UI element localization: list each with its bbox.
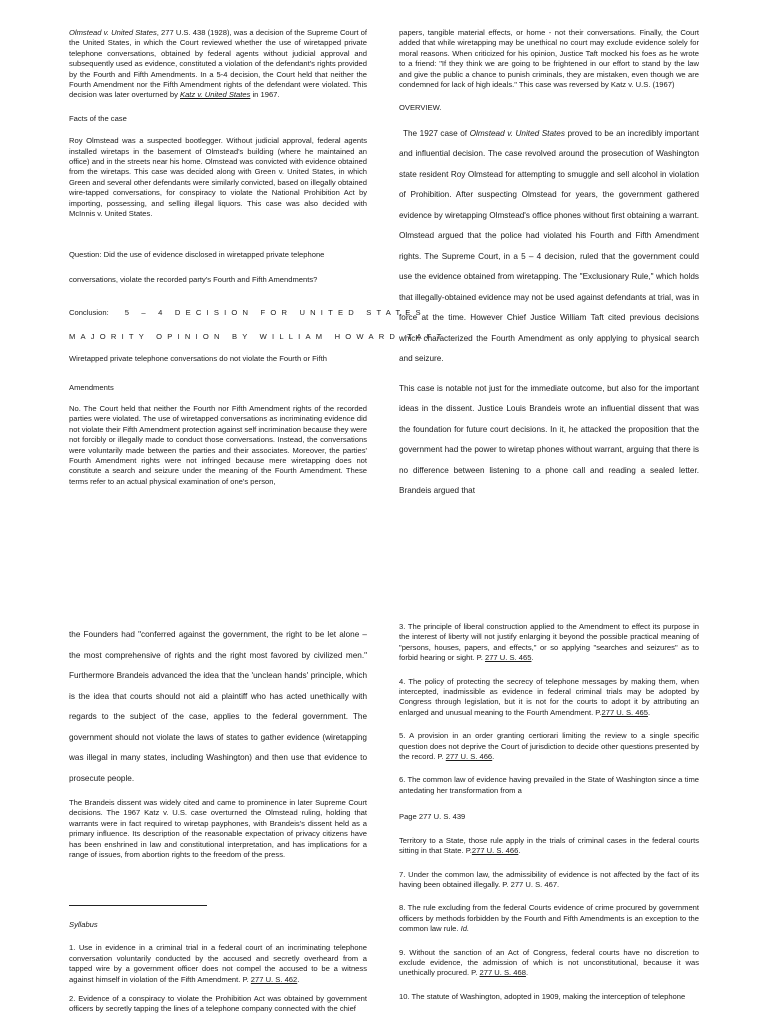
founders-paragraph: the Founders had "conferred against the government, the right to be let alone – the most comprehensive of rights and the right most favored by civilized men." Furthermore Brandeis advanced the idea that the 'unclean hands' principle, which is the idea that courts should not aid a plaintiff who has acted unethically with regards to the subject of the case, applies to the federal government. The government should not violate the laws of states to gather evidence (wiretapping was illegal in many states, including Washington) and then use that evidence to prosecute people.	[69, 630, 367, 783]
conclusion-line	[69, 308, 426, 318]
citation-link[interactable]: 277 U. S. 465	[601, 707, 648, 717]
syllabus-item-8	[399, 903, 699, 934]
overview-case-name: Olmstead v. United States	[469, 128, 565, 138]
syllabus-item-9-text: 9. Without the sanction of an Act of Congress, federal courts have no discretion to exclude evidence, the admission of which is not unconstitutional, because it was unethically procured. P.	[399, 947, 699, 978]
syllabus-item-9-end: .	[525, 968, 529, 978]
conclusion-label: Conclusion:	[69, 308, 109, 318]
citation-link[interactable]: 277 U. S. 465	[484, 653, 532, 663]
territory-text: Territory to a State, those rule apply in the trials of criminal cases in the federal courts sitting in that State. P.	[399, 835, 699, 856]
question-line-1: Question: Did the use of evidence disclosed in wiretapped private telephone	[69, 249, 325, 259]
page2-left-column	[69, 625, 367, 860]
page1-right-column	[399, 28, 699, 502]
syllabus-item-6: 6. The common law of evidence having prevailed in the State of Washington since a time antedating her transformation from a	[399, 775, 699, 795]
syllabus-item-1-end: .	[297, 974, 300, 984]
majority-opinion-line: MAJORITY OPINION BY WILLIAM HOWARD TAFT	[69, 331, 447, 341]
syllabus-item-4	[399, 677, 699, 719]
facts-paragraph: Roy Olmstead was a suspected bootlegger. Without judicial approval, federal agents installed wiretaps in the basement of Olmstead's building (where he maintained an office) and in the streets near his home. Olmstead was convicted with evidence obtained from the wiretaps. This case was decided along with Green v. United States, in which Green and several other defendants were similarly convicted, based on illegally obtained wire-tapped conversations, for conspiracy to violate the National Prohibition Act by importing, possessing, and selling illegal liquors. This case was also decided with McInnis v. United States.	[69, 136, 367, 219]
syllabus-item-5	[399, 731, 699, 762]
intro-text: , 277 U.S. 438 (1928), was a decision of the Supreme Court of the United States, in which the Court reviewed whether the use of wiretapped private telephone conversations, obtained by federal agents without judicial approval and subsequently used as evidence, constituted a violation of the defendant's rights provided by the Fourth and Fifth Amendments. In a 5-4 decision, the Court held that neither the Fourth Amendment nor the Fifth Amendment rights of the defendant were violated. This decision was later overturned by	[69, 28, 367, 100]
syllabus-item-7: 7. Under the common law, the admissibility of evidence is not affected by the fact of its having been obtained illegally. P. 277 U. S. 467.	[399, 869, 699, 889]
syllabus-item-3-end: .	[531, 653, 534, 663]
syllabus-item-1	[69, 943, 367, 985]
syllabus-item-3	[399, 622, 699, 664]
syllabus-item-1-text: 1. Use in evidence in a criminal trial in a federal court of an incriminating telephone conversation voluntarily conducted by the accused and secretly overheard from a tapped wire by a government officer does not compel the accused to be a witness against himself in violation of the Fifth Amendment. P.	[69, 943, 367, 984]
id-reference: Id.	[460, 924, 470, 934]
overview-text: proved to be an incredibly important and influential decision. The case revolved around the prosecution of Washington state resident Roy Olmstead for attempting to smuggle and sell alcohol in violation of Prohibition. After suspecting Olmstead for years, the government gathered evidence by wiretapping Olmstead's office phones without first obtaining a warrant. Olmstead argued that the police had violated his Fourth and Fifth Amendment rights. The Supreme Court, in a 5 – 4 decision, ruled that the government could use the evidence obtained from wiretapping. The "Exclusionary Rule," which holds that illegally-obtained evidence may not be used against defendants at trial, was in force at the time. However Chief Justice William Taft cited previous decisions which characterized the Fourth Amendment as only applying to physical search and seizure.	[399, 128, 699, 364]
overview-heading: OVERVIEW.	[399, 103, 442, 113]
citation-link[interactable]: 277 U. S. 468	[479, 968, 526, 978]
no-paragraph: No. The Court held that neither the Fourth nor Fifth Amendment rights of the recorded parties were violated. The use of wiretapped conversations as incriminating evidence did not violate their Fifth Amendment protection against self incrimination because they were not forcibly or illegally made to conduct those conversations. Instead, the conversations were voluntarily made between the parties and their associates. Moreover, the parties' Fourth Amendment rights were not infringed because mere wiretapping does not constitute a search and seizure under the meaning of the Fourth Amendment. These terms refer to an actual physical examination of one's person,	[69, 403, 367, 486]
page2-right-column	[399, 622, 699, 1002]
intro-case-name: Olmstead v. United States	[69, 28, 157, 37]
page-reference: Page 277 U. S. 439	[399, 812, 466, 822]
intro-paragraph	[69, 28, 367, 101]
footnote-divider	[69, 905, 207, 906]
page2-syllabus-column	[69, 920, 367, 1015]
intro-end: in 1967.	[250, 90, 280, 100]
syllabus-item-4-end: .	[647, 707, 651, 717]
holding-line-1: Wiretapped private telephone conversations do not violate the Fourth or Fifth	[69, 354, 327, 364]
syllabus-item-2: 2. Evidence of a conspiracy to violate the Prohibition Act was obtained by government officers by secretly tapping the lines of a telephone company connected with the chief	[69, 994, 367, 1014]
syllabus-item-8-text: 8. The rule excluding from the federal Courts evidence of crime procured by government officers by methods forbidden by the Fourth and Fifth Amendments is an exception to the common law rule.	[399, 903, 699, 934]
continuation-paragraph: papers, tangible material effects, or home - not their conversations. Finally, the Court added that while wiretapping may be unethical no court may exclude evidence solely for moral reasons. When criticized for his opinion, Justice Taft mocked his foes as he wrote to a friend: "If they think we are going to be frightened in our effort to stand by the law and give the public a chance to punish criminals, they are mistaken, even though we are condemned for lack of high ideals." This case was reversed by Katz v. U.S. (1967)	[399, 28, 699, 90]
question-line-2: conversations, violate the recorded party's Fourth and Fifth Amendments?	[69, 274, 318, 284]
citation-link[interactable]: 277 U. S. 466	[445, 752, 493, 762]
dissent-paragraph: The Brandeis dissent was widely cited and came to prominence in later Supreme Court decisions. The 1967 Katz v. U.S. case overturned the Olmstead ruling, holding that warrants were in fact required to wiretap payphones, with Brandeis's dissent held as a primary influence. Its description of the reasonable expectation of privacy citizens have has been enshrined in law and constitutional interpretation, and has implications for a range of issues, from abortion rights to the freedom of the press.	[69, 798, 367, 860]
syllabus-item-5-text: 5. A provision in an order granting certiorari limiting the review to a single specific question does not deprive the Court of jurisdiction to decide other questions presented by the record. P.	[399, 731, 699, 762]
notable-paragraph: This case is notable not just for the immediate outcome, but also for the important ideas in the dissent. Justice Louis Brandeis wrote an influential dissent that was the foundation for future court decisions. In it, he attacked the proposition that the government had the power to wiretap phones without warrant, arguing that there is no difference between listening to a phone call and reading a sealed letter. Brandeis argued that	[399, 383, 699, 496]
territory-end: .	[518, 846, 521, 856]
katz-link[interactable]: Katz v. United States	[180, 90, 251, 100]
citation-link[interactable]: 277 U. S. 466	[471, 846, 519, 856]
territory-paragraph	[399, 836, 699, 857]
conclusion-text: 5 – 4 DECISION FOR UNITED STATES	[124, 308, 426, 318]
holding-line-2: Amendments	[69, 382, 114, 392]
syllabus-item-9	[399, 948, 699, 979]
syllabus-heading: Syllabus	[69, 920, 98, 929]
overview-paragraph	[399, 124, 699, 370]
citation-link[interactable]: 277 U. S. 462	[250, 974, 298, 984]
facts-heading: Facts of the case	[69, 113, 127, 123]
syllabus-item-5-end: .	[492, 752, 495, 762]
syllabus-item-3-text: 3. The principle of liberal construction applied to the Amendment to effect its purpose in the interest of liberty will not justify enlarging it beyond the possible practical meaning of "persons, houses, papers, and effects," or so applying "searches and seizures" as to forbid hearing or sight. P.	[399, 622, 699, 663]
syllabus-item-10: 10. The statute of Washington, adopted in 1909, making the interception of telephone	[399, 991, 686, 1001]
syllabus-item-4-text: 4. The policy of protecting the secrecy of telephone messages by making them, when intercepted, inadmissible as evidence in federal criminal trials may be adopted by Congress through legislation, but it is not for the courts to adopt it by attributing an enlarged and unusual meaning to the Fourth Amendment. P.	[399, 676, 699, 717]
overview-pre: The 1927 case of	[403, 128, 470, 138]
